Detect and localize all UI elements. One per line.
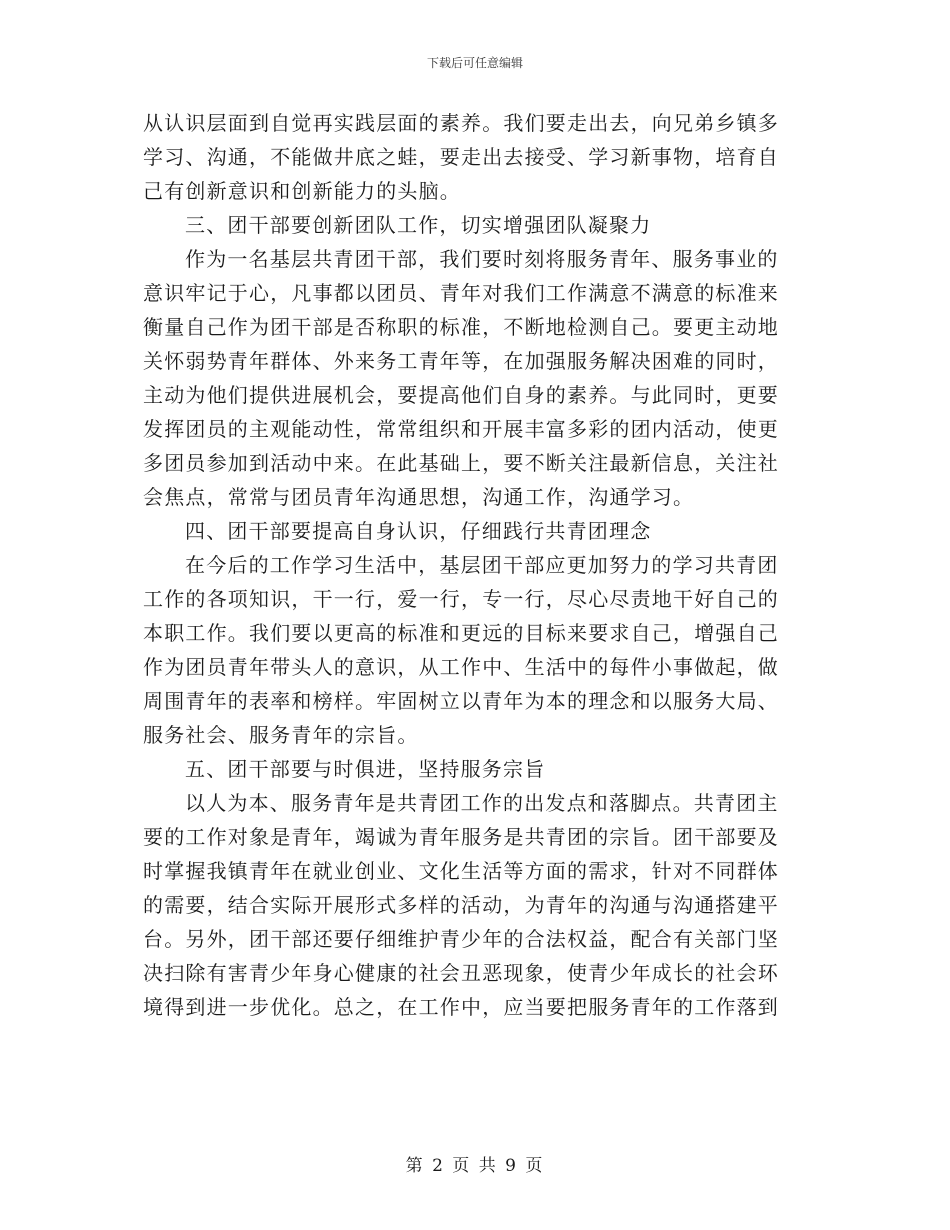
body-line: 衡量自己作为团干部是否称职的标准，不断地检测自己。要更主动地: [143, 315, 779, 339]
body-line: 决扫除有害青少年身心健康的社会丑恶现象，使青少年成长的社会环: [143, 961, 779, 985]
body-line: 的需要，结合实际开展形式多样的活动，为青年的沟通与沟通搭建平: [143, 893, 779, 917]
body-line: 要的工作对象是青年，竭诚为青年服务是共青团的宗旨。团干部要及: [143, 825, 779, 849]
paragraph-start: 在今后的工作学习生活中，基层团干部应更加努力的学习共青团: [185, 553, 779, 577]
section-heading-4: 四、团干部要提高自身认识，仔细践行共青团理念: [185, 519, 652, 543]
page-number: 第 2 页 共 9 页: [405, 1156, 545, 1176]
body-line: 发挥团员的主观能动性，常常组织和开展丰富多彩的团内活动，使更: [143, 417, 779, 441]
body-line: 关怀弱势青年群体、外来务工青年等，在加强服务解决困难的同时，: [143, 349, 779, 373]
body-line: 从认识层面到自觉再实践层面的素养。我们要走出去，向兄弟乡镇多: [143, 111, 779, 135]
body-line: 作为团员青年带头人的意识，从工作中、生活中的每件小事做起，做: [143, 655, 779, 679]
body-line: 本职工作。我们要以更高的标准和更远的目标来要求自己，增强自己: [143, 621, 779, 645]
paragraph-start: 以人为本、服务青年是共青团工作的出发点和落脚点。共青团主: [185, 791, 779, 815]
body-line: 多团员参加到活动中来。在此基础上，要不断关注最新信息，关注社: [143, 451, 779, 475]
section-heading-3: 三、团干部要创新团队工作，切实增强团队凝聚力: [185, 213, 652, 237]
body-line: 主动为他们提供进展机会，要提高他们自身的素养。与此同时，更要: [143, 383, 779, 407]
body-line: 时掌握我镇青年在就业创业、文化生活等方面的需求，针对不同群体: [143, 859, 779, 883]
body-line: 学习、沟通，不能做井底之蛙，要走出去接受、学习新事物，培育自: [143, 145, 779, 169]
body-line: 周围青年的表率和榜样。牢固树立以青年为本的理念和以服务大局、: [143, 689, 779, 713]
paragraph-start: 作为一名基层共青团干部，我们要时刻将服务青年、服务事业的: [185, 247, 779, 271]
body-line: 境得到进一步优化。总之，在工作中，应当要把服务青年的工作落到: [143, 995, 779, 1019]
body-line: 己有创新意识和创新能力的头脑。: [143, 179, 461, 203]
header-note: 下载后可任意编辑: [426, 56, 523, 70]
section-heading-5: 五、团干部要与时俱进，坚持服务宗旨: [185, 757, 546, 781]
body-line: 意识牢记于心，凡事都以团员、青年对我们工作满意不满意的标准来: [143, 281, 779, 305]
body-line: 会焦点，常常与团员青年沟通思想，沟通工作，沟通学习。: [143, 485, 695, 509]
body-line: 工作的各项知识，干一行，爱一行，专一行，尽心尽责地干好自己的: [143, 587, 779, 611]
body-line: 服务社会、服务青年的宗旨。: [143, 723, 419, 747]
document-body: [143, 106, 809, 1024]
body-line: 台。另外，团干部还要仔细维护青少年的合法权益，配合有关部门坚: [143, 927, 779, 951]
